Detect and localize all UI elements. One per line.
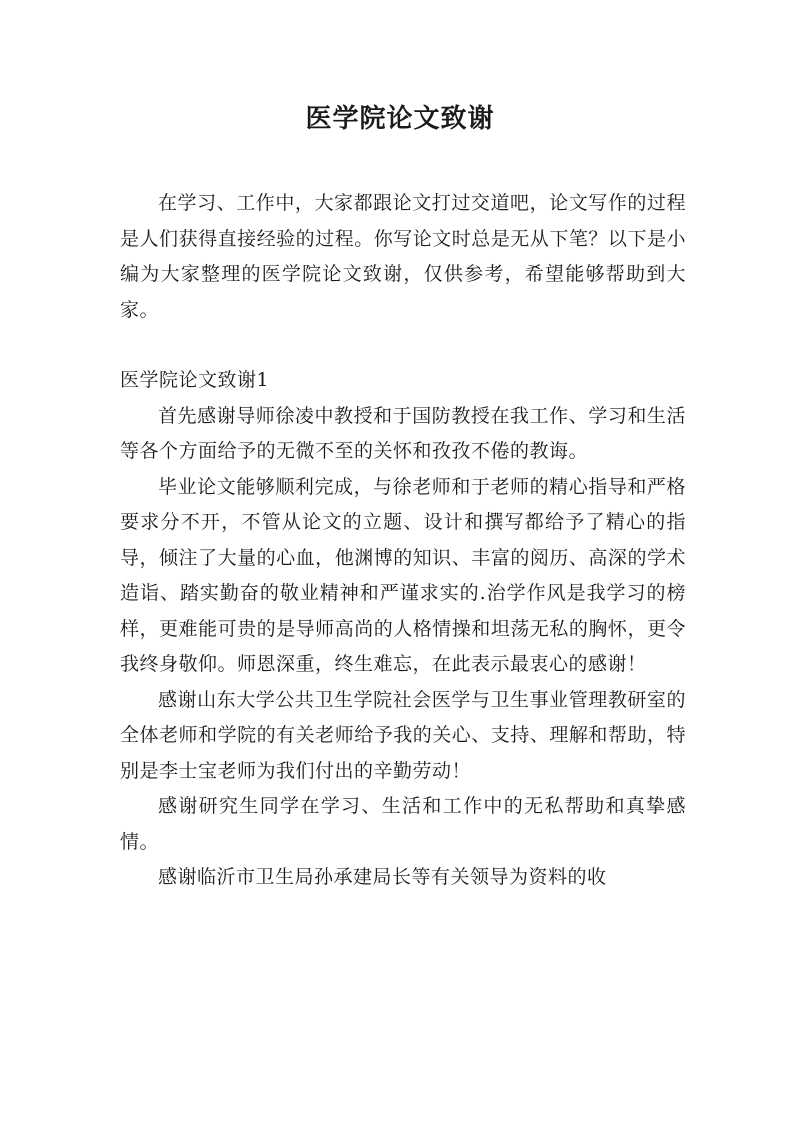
document-title: 医学院论文致谢 bbox=[305, 104, 495, 134]
body-paragraph: 感谢研究生同学在学习、生活和工作中的无私帮助和真挚感情。 bbox=[120, 795, 686, 853]
paragraph-spacer bbox=[120, 328, 686, 363]
body-paragraph: 感谢山东大学公共卫生学院社会医学与卫生事业管理教研室的全体老师和学院的有关老师给予我的关心、支持、理解和帮助，特别是李士宝老师为我们付出的辛勤劳动！ bbox=[120, 688, 686, 782]
body-paragraph: 感谢临沂市卫生局孙承建局长等有关领导为资料的收 bbox=[158, 866, 607, 888]
document-body bbox=[120, 186, 686, 896]
body-paragraph: 首先感谢导师徐凌中教授和于国防教授在我工作、学习和生活等各个方面给予的无微不至的关怀和孜孜不倦的教诲。 bbox=[120, 404, 686, 462]
section-heading: 医学院论文致谢1 bbox=[120, 369, 270, 391]
body-paragraph: 毕业论文能够顺利完成，与徐老师和于老师的精心指导和严格要求分不开，不管从论文的立题、设计和撰写都给予了精心的指导，倾注了大量的心血，他渊博的知识、丰富的阅历、高深的学术造诣、踏实勤奋的敬业精神和严谨求实的.治学作风是我学习的榜样，更难能可贵的是导师高尚的人格情操和坦荡无私的胸怀，更令我终身敬仰。师恩深重，终生难忘，在此表示最衷心的感谢！ bbox=[120, 475, 686, 675]
intro-paragraph: 在学习、工作中，大家都跟论文打过交道吧，论文写作的过程是人们获得直接经验的过程。你写论文时总是无从下笔？以下是小编为大家整理的医学院论文致谢，仅供参考，希望能够帮助到大家。 bbox=[120, 192, 686, 321]
